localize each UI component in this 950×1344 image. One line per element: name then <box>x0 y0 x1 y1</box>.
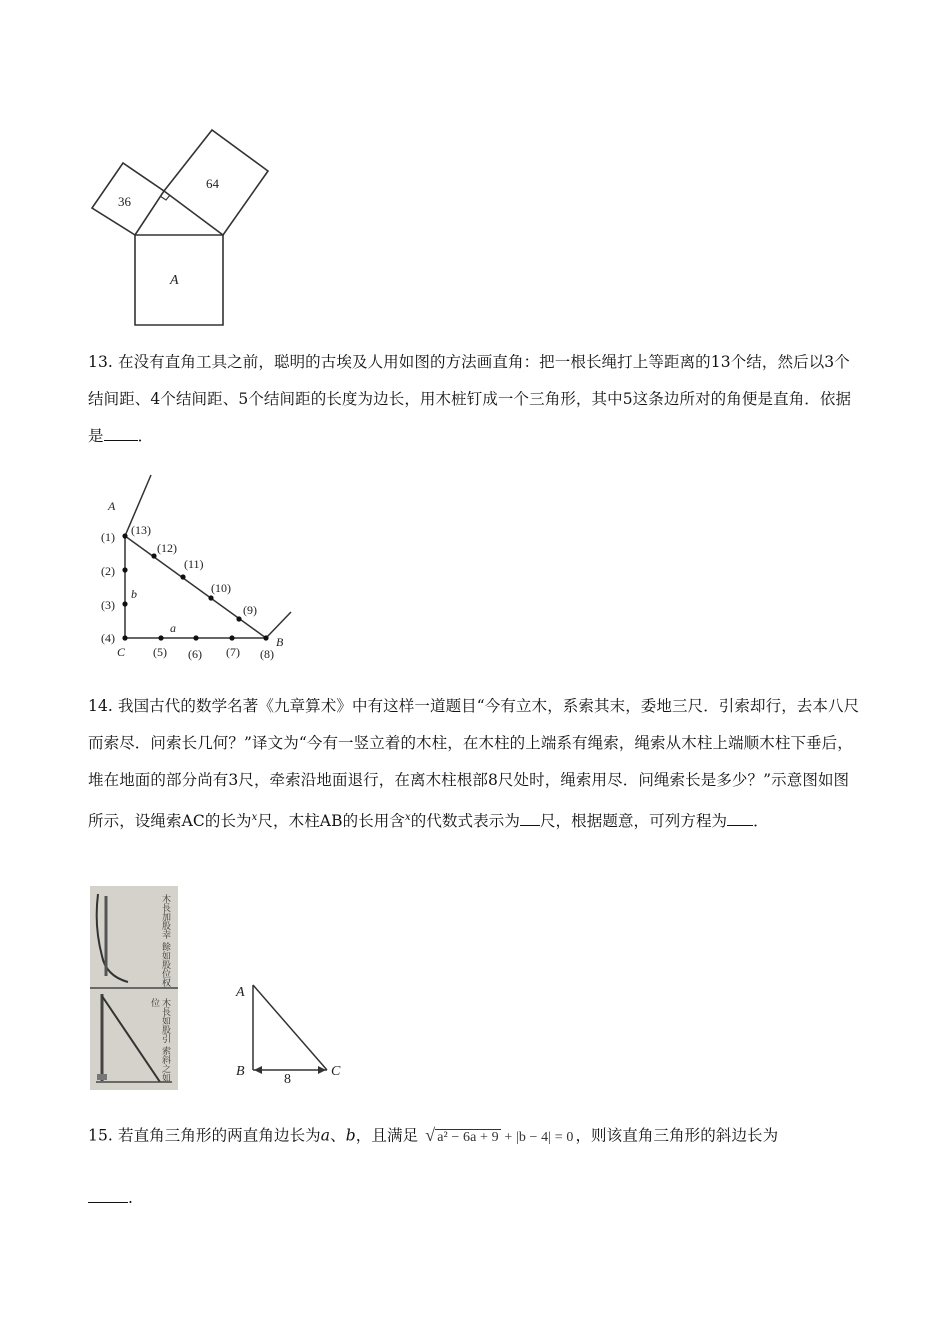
arrow-left <box>254 1066 262 1074</box>
sqrt-symbol: √ <box>425 1125 436 1145</box>
knot <box>122 635 127 640</box>
knot-label-4: (4) <box>101 631 115 645</box>
problem-13-number: 13. <box>88 353 113 371</box>
problem-14-number: 14. <box>88 697 113 715</box>
formula-remainder: + |b − 4| = 0 <box>504 1130 574 1145</box>
vertex-a-label: A <box>108 499 116 513</box>
knot <box>158 635 163 640</box>
base-length-label: 8 <box>284 1072 291 1087</box>
knot-label-6: (6) <box>188 647 202 661</box>
problem-15-number: 15. <box>88 1126 113 1145</box>
knot-label-9: (9) <box>243 603 257 617</box>
side-b-label: b <box>131 587 137 601</box>
variable-x: x <box>405 812 411 823</box>
problem-13-text: 在没有直角工具之前，聪明的古埃及人用如图的方法画直角：把一根长绳打上等距离的13个结，然后以3个结间距、4个结间距、5个结间距的长度为边长，用木桩钉成一个三角形，其中5这条边所对的角便是直角．依据是 <box>88 353 852 445</box>
right-square-label: 64 <box>206 176 219 191</box>
knot <box>193 635 198 640</box>
side-a-label: a <box>170 621 176 635</box>
triangle-abc-figure <box>230 975 355 1085</box>
problem-13: 13. 在没有直角工具之前，聪明的古埃及人用如图的方法画直角：把一根长绳打上等距离的13个结，然后以3个结间距、4个结间距、5个结间距的长度为边长，用木桩钉成一个三角形，其中5这条边所对的角便是直角．依据是 ． <box>88 353 852 445</box>
photo-caption-top: 木長加股幸 餘如股位权 <box>160 894 170 987</box>
knot <box>208 595 213 600</box>
left-square-label: 36 <box>118 194 131 209</box>
knot <box>122 567 127 572</box>
triangle-vertex-b: B <box>236 1064 245 1079</box>
bottom-square-label: A <box>170 273 179 288</box>
ancient-book-illustration <box>90 886 178 1090</box>
knot-label-12: (12) <box>157 541 177 555</box>
knot-label-13: (13) <box>131 523 151 537</box>
answer-blank-14b[interactable] <box>727 811 753 826</box>
problem-14: 14. 我国古代的数学名著《九章算术》中有这样一道题目“今有立木，系索其末，委地三尺．引索却行，去本八尺而索尽．问索长几何？”译文为“今有一竖立着的木柱，在木柱的上端系有绳索，绳索从木柱上端顺木柱下垂后，堆在地面的部分尚有3尺，牵索沿地面退行，在离木柱根部8尺处时，绳索用尽．问绳索长是多少？”示意图如图所示，设绳索AC的长为$^x$尺，木柱AB的长用含$^x$的代数式表示为 尺，根据题意，可列方程为 ． <box>88 697 860 831</box>
variable-b: b <box>345 1126 356 1145</box>
knot-label-5: (5) <box>153 645 167 659</box>
vertex-c-label: C <box>117 645 126 659</box>
knot-label-3: (3) <box>101 598 115 612</box>
knot <box>151 553 156 558</box>
knot-label-2: (2) <box>101 564 115 578</box>
knot <box>263 635 268 640</box>
problem-15: 15. 若直角三角形的两直角边长为a、b，且满足 √ a² − 6a + 9 + |b − 4| = 0 ，则该直角三角形的斜边长为 . <box>88 1117 864 1217</box>
answer-blank-13[interactable] <box>104 426 138 441</box>
bottom-square <box>135 235 223 325</box>
vertex-b-label: B <box>276 635 284 649</box>
answer-blank-15[interactable] <box>88 1188 128 1203</box>
knot-label-1: (1) <box>101 530 115 544</box>
knot <box>122 533 127 538</box>
knot <box>180 574 185 579</box>
knot <box>236 616 241 621</box>
knot-label-8: (8) <box>260 647 274 661</box>
photo-caption-bottom: 木長如股引 索斜之如位 <box>149 998 170 1082</box>
variable-x: x <box>251 812 258 823</box>
triangle-vertex-c: C <box>331 1064 341 1079</box>
knot-label-10: (10) <box>211 581 231 595</box>
squares-figure <box>80 120 280 335</box>
knot <box>229 635 234 640</box>
knot-label-7: (7) <box>226 645 240 659</box>
knot <box>122 601 127 606</box>
knot-label-11: (11) <box>184 557 204 571</box>
answer-blank-14a[interactable] <box>520 811 540 826</box>
math-formula <box>425 1117 573 1156</box>
knotted-rope-figure <box>95 470 310 665</box>
triangle-vertex-a: A <box>236 985 245 1000</box>
sqrt-radicand: a² − 6a + 9 <box>437 1130 499 1145</box>
variable-a: a <box>320 1126 331 1145</box>
